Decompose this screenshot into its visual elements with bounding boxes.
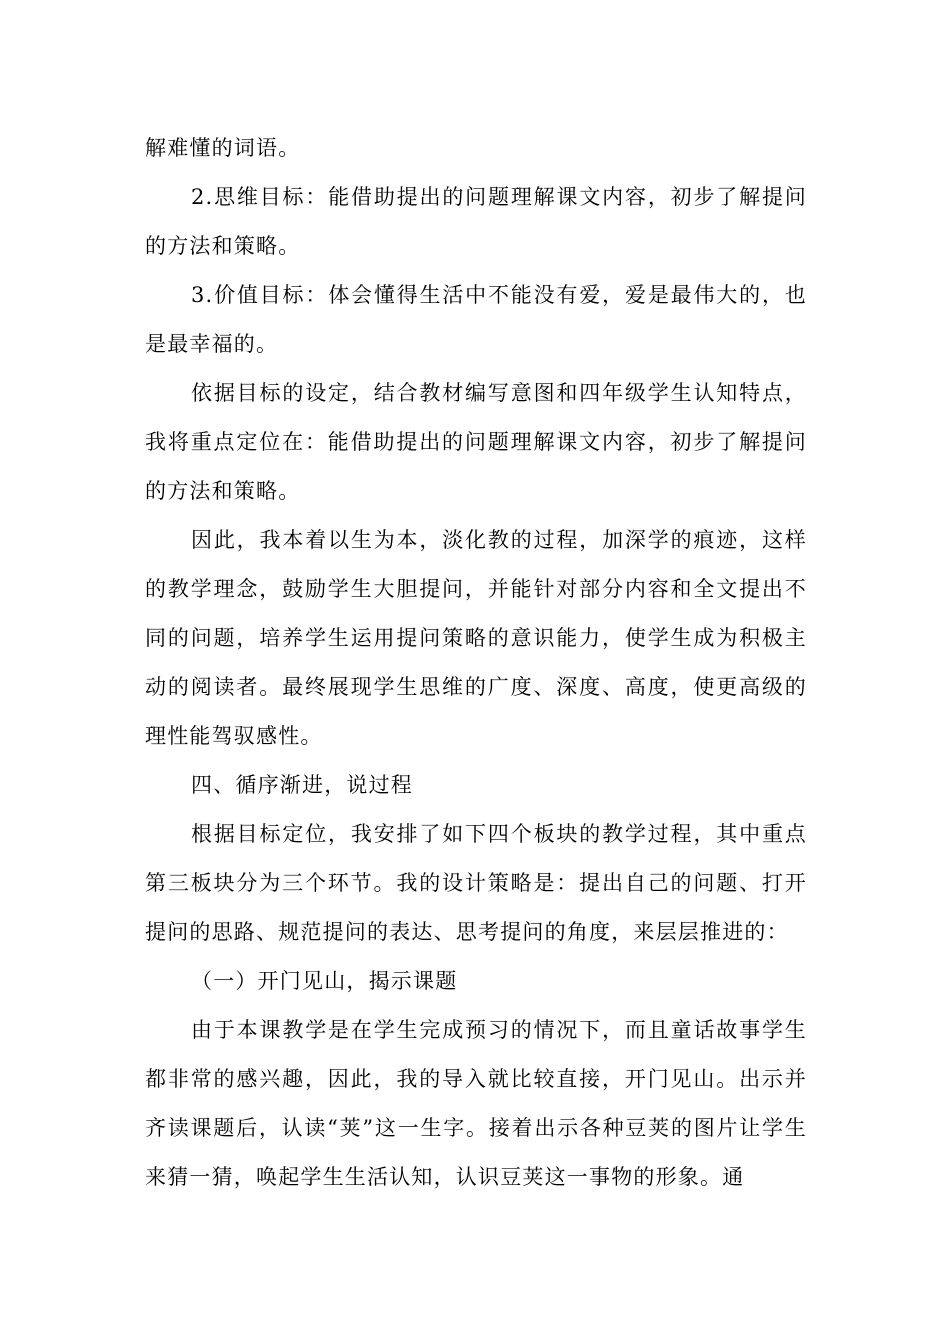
paragraph-value-goal: 3.价值目标：体会懂得生活中不能没有爱，爱是最伟大的，也是最幸福的。 (145, 283, 807, 356)
paragraph-process-overview: 根据目标定位，我安排了如下四个板块的教学过程，其中重点第三板块分为三个环节。我的设计策略是：提出自己的问题、打开提问的思路、规范提问的表达、思考提问的角度，来层层推进的： (145, 822, 807, 944)
section-heading-process: 四、循序渐进，说过程 (191, 773, 413, 797)
subsection-heading-intro: （一）开门见山，揭示课题 (191, 969, 458, 993)
paragraph-vocabulary-goal-end: 解难懂的词语。 (145, 136, 301, 160)
document-body (145, 124, 807, 1202)
paragraph-thinking-goal: 2.思维目标：能借助提出的问题理解课文内容，初步了解提问的方法和策略。 (145, 185, 807, 258)
paragraph-key-point: 依据目标的设定，结合教材编写意图和四年级学生认知特点，我将重点定位在：能借助提出的问题理解课文内容，初步了解提问的方法和策略。 (145, 381, 807, 503)
paragraph-teaching-concept: 因此，我本着以生为本，淡化教的过程，加深学的痕迹，这样的教学理念，鼓励学生大胆提问，并能针对部分内容和全文提出不同的问题，培养学生运用提问策略的意识能力，使学生成为积极主动的阅读者。最终展现学生思维的广度、深度、高度，使更高级的理性能驾驭感性。 (145, 528, 807, 748)
paragraph-intro-description: 由于本课教学是在学生完成预习的情况下，而且童话故事学生都非常的感兴趣，因此，我的导入就比较直接，开门见山。出示并齐读课题后，认读“荚”这一生字。接着出示各种豆荚的图片让学生来猜一猜，唤起学生生活认知，认识豆荚这一事物的形象。通 (145, 1018, 807, 1189)
